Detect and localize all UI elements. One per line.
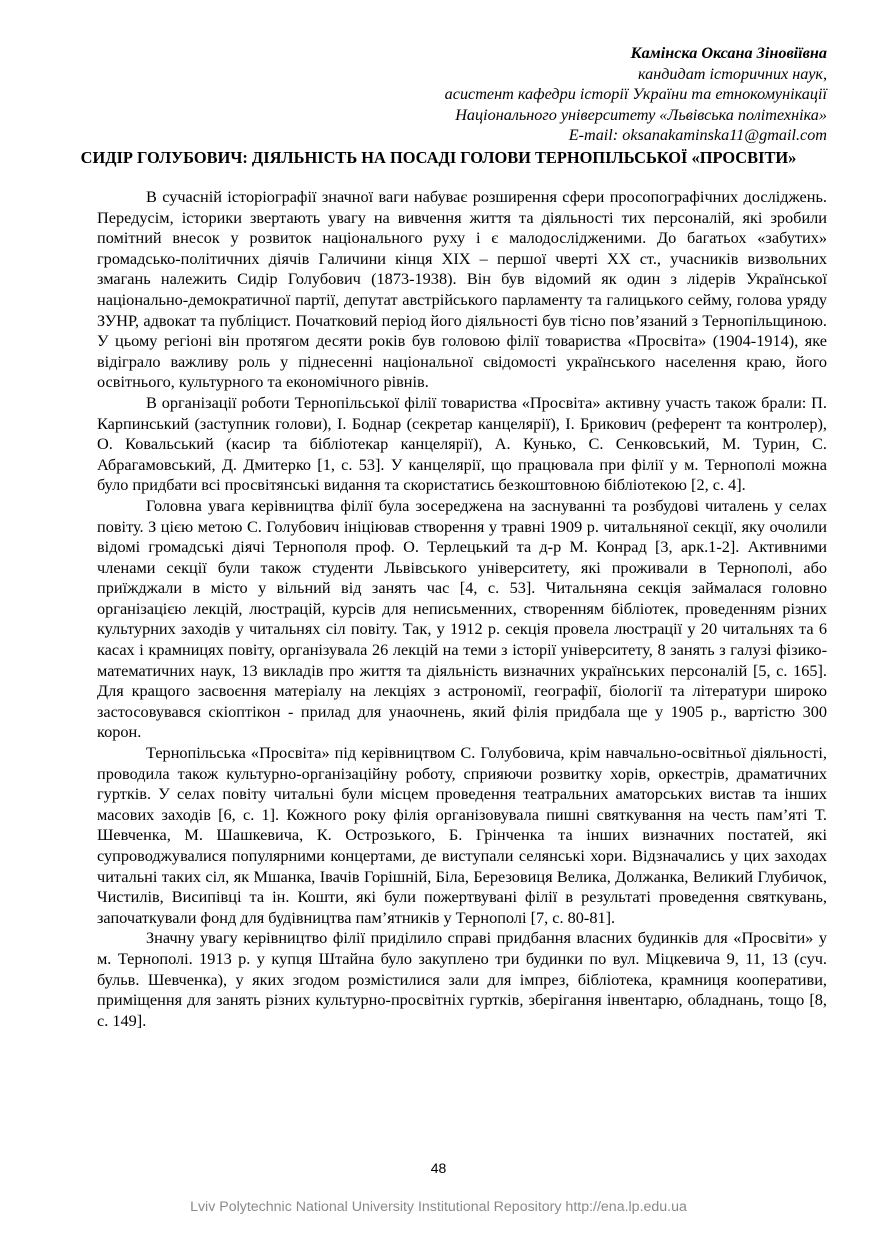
paragraph-1: В сучасній історіографії значної ваги набуває розширення сфери просопографічних досліджень. Передусім, історики звертають увагу на вивчення життя та діяльності тих персоналій, які зробили помітний внесок у розвиток національного руху і є малодослідженими. До багатьох «забутих» громадсько-політичних діячів Галичини кінця ХІХ – першої чверті ХХ ст., учасників визвольних змагань належить Сидір Голубович (1873-1938). Він був відомий як один з лідерів Української національно-демократичної партії, депутат австрійського парламенту та галицького сейму, голова уряду ЗУНР, адвокат та публіцист. Початковий період його діяльності був тісно пов’язаний з Тернопільщиною. У цьому регіоні він протягом десяти років був головою філії товариства «Просвіта» (1904-1914), яке відіграло важливу роль у піднесенні національної свідомості українського населення краю, його освітнього, культурного та економічного рівнів.	[97, 187, 827, 392]
author-institution: Національного університету «Львівська політехніка»	[455, 105, 827, 124]
paragraph-5: Значну увагу керівництво філії приділило справі придбання власних будинків для «Просвіти» у м. Тернополі. 1913 р. у купця Штайна було закуплено три будинки по вул. Міцкевича 9, 11, 13 (суч. бульв. Шевченка), у яких згодом розмістилися зали для імпрез, бібліотека, крамниця кооперативи, приміщення для занять різних культурно-просвітніх гуртків, зберігання інвентарю, обладнань, тощо [8, с. 149].	[97, 928, 827, 1030]
paragraph-4: Тернопільська «Просвіта» під керівництвом С. Голубовича, крім навчально-освітньої діяльності, проводила також культурно-організаційну роботу, сприяючи розвитку хорів, оркестрів, драматичних гуртків. У селах повіту читальні були місцем проведення театральних аматорських вистав та інших масових заходів [6, с. 1]. Кожного року філія організовувала пишні святкування на честь пам’яті Т. Шевченка, М. Шашкевича, К. Острозького, Б. Грінченка та інших визначних постатей, які супроводжувалися популярними концертами, де виступали селянські хори. Відзначались у цих заходах читальні таких сіл, як Мшанка, Івачів Горішній, Біла, Березовиця Велика, Должанка, Великий Глубичок, Чистилів, Висипівці та ін. Кошти, які були пожертвувані філії в результаті проведення святкувань, започаткували фонд для будівництва пам’ятників у Тернополі [7, с. 80-81].	[97, 743, 827, 927]
article-body	[97, 187, 827, 1031]
article-title: СИДІР ГОЛУБОВИЧ: ДІЯЛЬНІСТЬ НА ПОСАДІ ГОЛОВИ ТЕРНОПІЛЬСЬКОЇ «ПРОСВІТИ»	[80, 148, 797, 167]
author-position: асистент кафедри історії України та етнокомунікації	[444, 85, 827, 104]
repository-footer: Lviv Polytechnic National University Institutional Repository http://ena.lp.edu.ua	[190, 1199, 687, 1215]
page-number: 48	[430, 1160, 447, 1176]
author-block	[227, 43, 827, 146]
author-degree: кандидат історичних наук,	[637, 64, 827, 83]
paragraph-3: Головна увага керівництва філії була зосереджена на заснуванні та розбудові читалень у селах повіту. З цією метою С. Голубович ініціював створення у травні 1909 р. читальняної секції, яку очолили відомі громадські діячі Тернополя проф. О. Терлецький та д-р М. Конрад [3, арк.1-2]. Активними членами секції були також студенти Львівського університету, які проживали в Тернополі, або приїжджали в місто у вільний від занять час [4, с. 53]. Читальняна секція займалася головно організацією лекцій, люстрацій, курсів для неписьменних, створенням бібліотек, проведенням різних культурних заходів у читальнях сіл повіту. Так, у 1912 р. секція провела люстрації у 20 читальнях та 6 касах і крамницях повіту, організувала 26 лекцій на теми з історії університету, 8 занять з галузі фізико-математичних наук, 13 викладів про життя та діяльність визначних українських персоналій [5, с. 165]. Для кращого засвоєння матеріалу на лекціях з астрономії, географії, біології та літератури широко застосовувався скіоптікон - прилад для унаочнень, який філія придбала ще у 1905 р., вартістю 300 корон.	[97, 495, 827, 742]
paragraph-2: В організації роботи Тернопільської філії товариства «Просвіта» активну участь також брали: П. Карпинський (заступник голови), І. Боднар (секретар канцелярії), І. Брикович (референт та контролер), О. Ковальський (касир та бібліотекар канцелярії), А. Кунько, С. Сенковський, М. Турин, С. Абрагамовський, Д. Дмитерко [1, с. 53]. У канцелярії, що працювала при філії у м. Тернополі можна було придбати всі просвітянські видання та скористатись безкоштовною бібліотекою [2, с. 4].	[97, 392, 827, 495]
author-name: Камінска Оксана Зіновіївна	[630, 44, 827, 62]
author-email: E-mail: oksanakaminska11@gmail.com	[568, 126, 827, 145]
